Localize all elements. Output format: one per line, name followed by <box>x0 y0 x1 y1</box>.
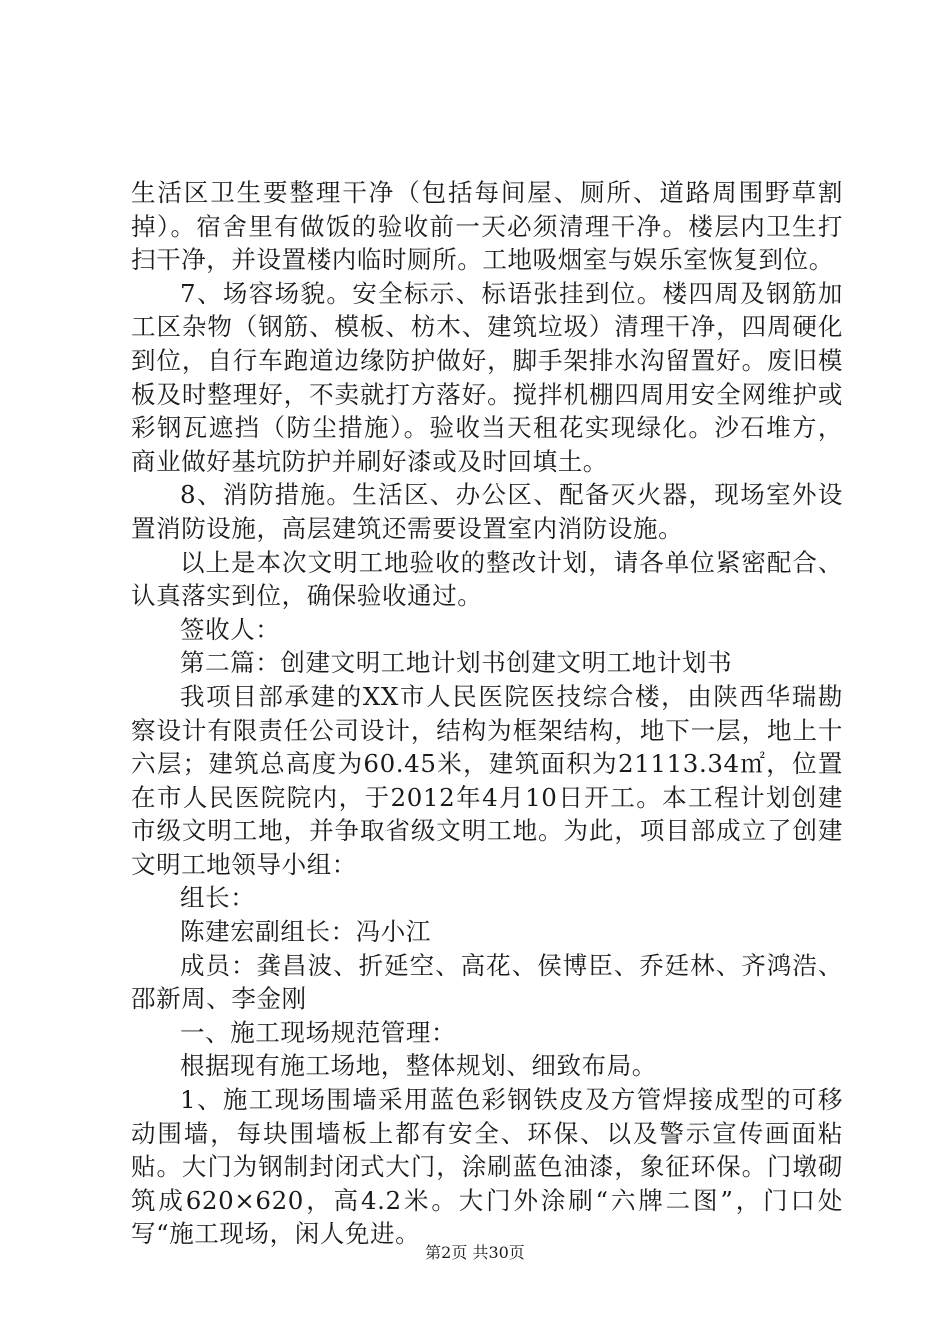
page-footer: 第2页 共30页 <box>425 1243 525 1262</box>
document-body <box>131 176 843 1251</box>
body-paragraph: 陈建宏副组长：冯小江 <box>180 917 431 947</box>
body-paragraph: 根据现有施工场地，整体规划、细致布局。 <box>180 1051 657 1081</box>
body-paragraph: 7、场容场貌。安全标示、标语张挂到位。楼四周及钢筋加工区杂物（钢筋、模板、枋木、建筑垃圾）清理干净，四周硬化到位，自行车跑道边缘防护做好，脚手架排水沟留置好。废旧模板及时整理好，不卖就打方落好。搅拌机棚四周用安全网维护或彩钢瓦遮挡（防尘措施）。验收当天租花实现绿化。沙石堆方，商业做好基坑防护并刷好漆或及时回填土。 <box>131 278 843 476</box>
body-paragraph: 我项目部承建的XX市人民医院医技综合楼，由陕西华瑞勘察设计有限责任公司设计，结构为框架结构，地下一层，地上十六层；建筑总高度为60.45米，建筑面积为21113.34㎡，位置在市人民医院院内，于2012年4月10日开工。本工程计划创建市级文明工地，并争取省级文明工地。为此，项目部成立了创建文明工地领导小组： <box>131 681 843 879</box>
body-paragraph: 以上是本次文明工地验收的整改计划，请各单位紧密配合、认真落实到位，确保验收通过。 <box>131 547 843 611</box>
body-paragraph: 签收人： <box>180 614 281 644</box>
body-paragraph: 生活区卫生要整理干净（包括每间屋、厕所、道路周围野草割掉）。宿舍里有做饭的验收前一天必须清理干净。楼层内卫生打扫干净，并设置楼内临时厕所。工地吸烟室与娱乐室恢复到位。 <box>131 178 843 275</box>
body-paragraph: 成员：龚昌波、折延空、高花、侯博臣、乔廷林、齐鸿浩、邵新周、李金刚 <box>131 950 843 1014</box>
body-paragraph: 8、消防措施。生活区、办公区、配备灭火器，现场室外设置消防设施，高层建筑还需要设置室内消防设施。 <box>131 480 843 543</box>
body-paragraph: 第二篇：创建文明工地计划书创建文明工地计划书 <box>180 648 733 678</box>
body-paragraph: 1、施工现场围墙采用蓝色彩钢铁皮及方管焊接成型的可移动围墙，每块围墙板上都有安全、环保、以及警示宣传画面粘贴。大门为钢制封闭式大门，涂刷蓝色油漆，象征环保。门墩砌筑成620×620，高4.2米。大门外涂刷“六牌二图”，门口处写“施工现场，闲人免进。 <box>131 1085 843 1249</box>
body-paragraph: 一、施工现场规范管理： <box>180 1017 457 1047</box>
body-paragraph: 组长： <box>180 883 256 913</box>
